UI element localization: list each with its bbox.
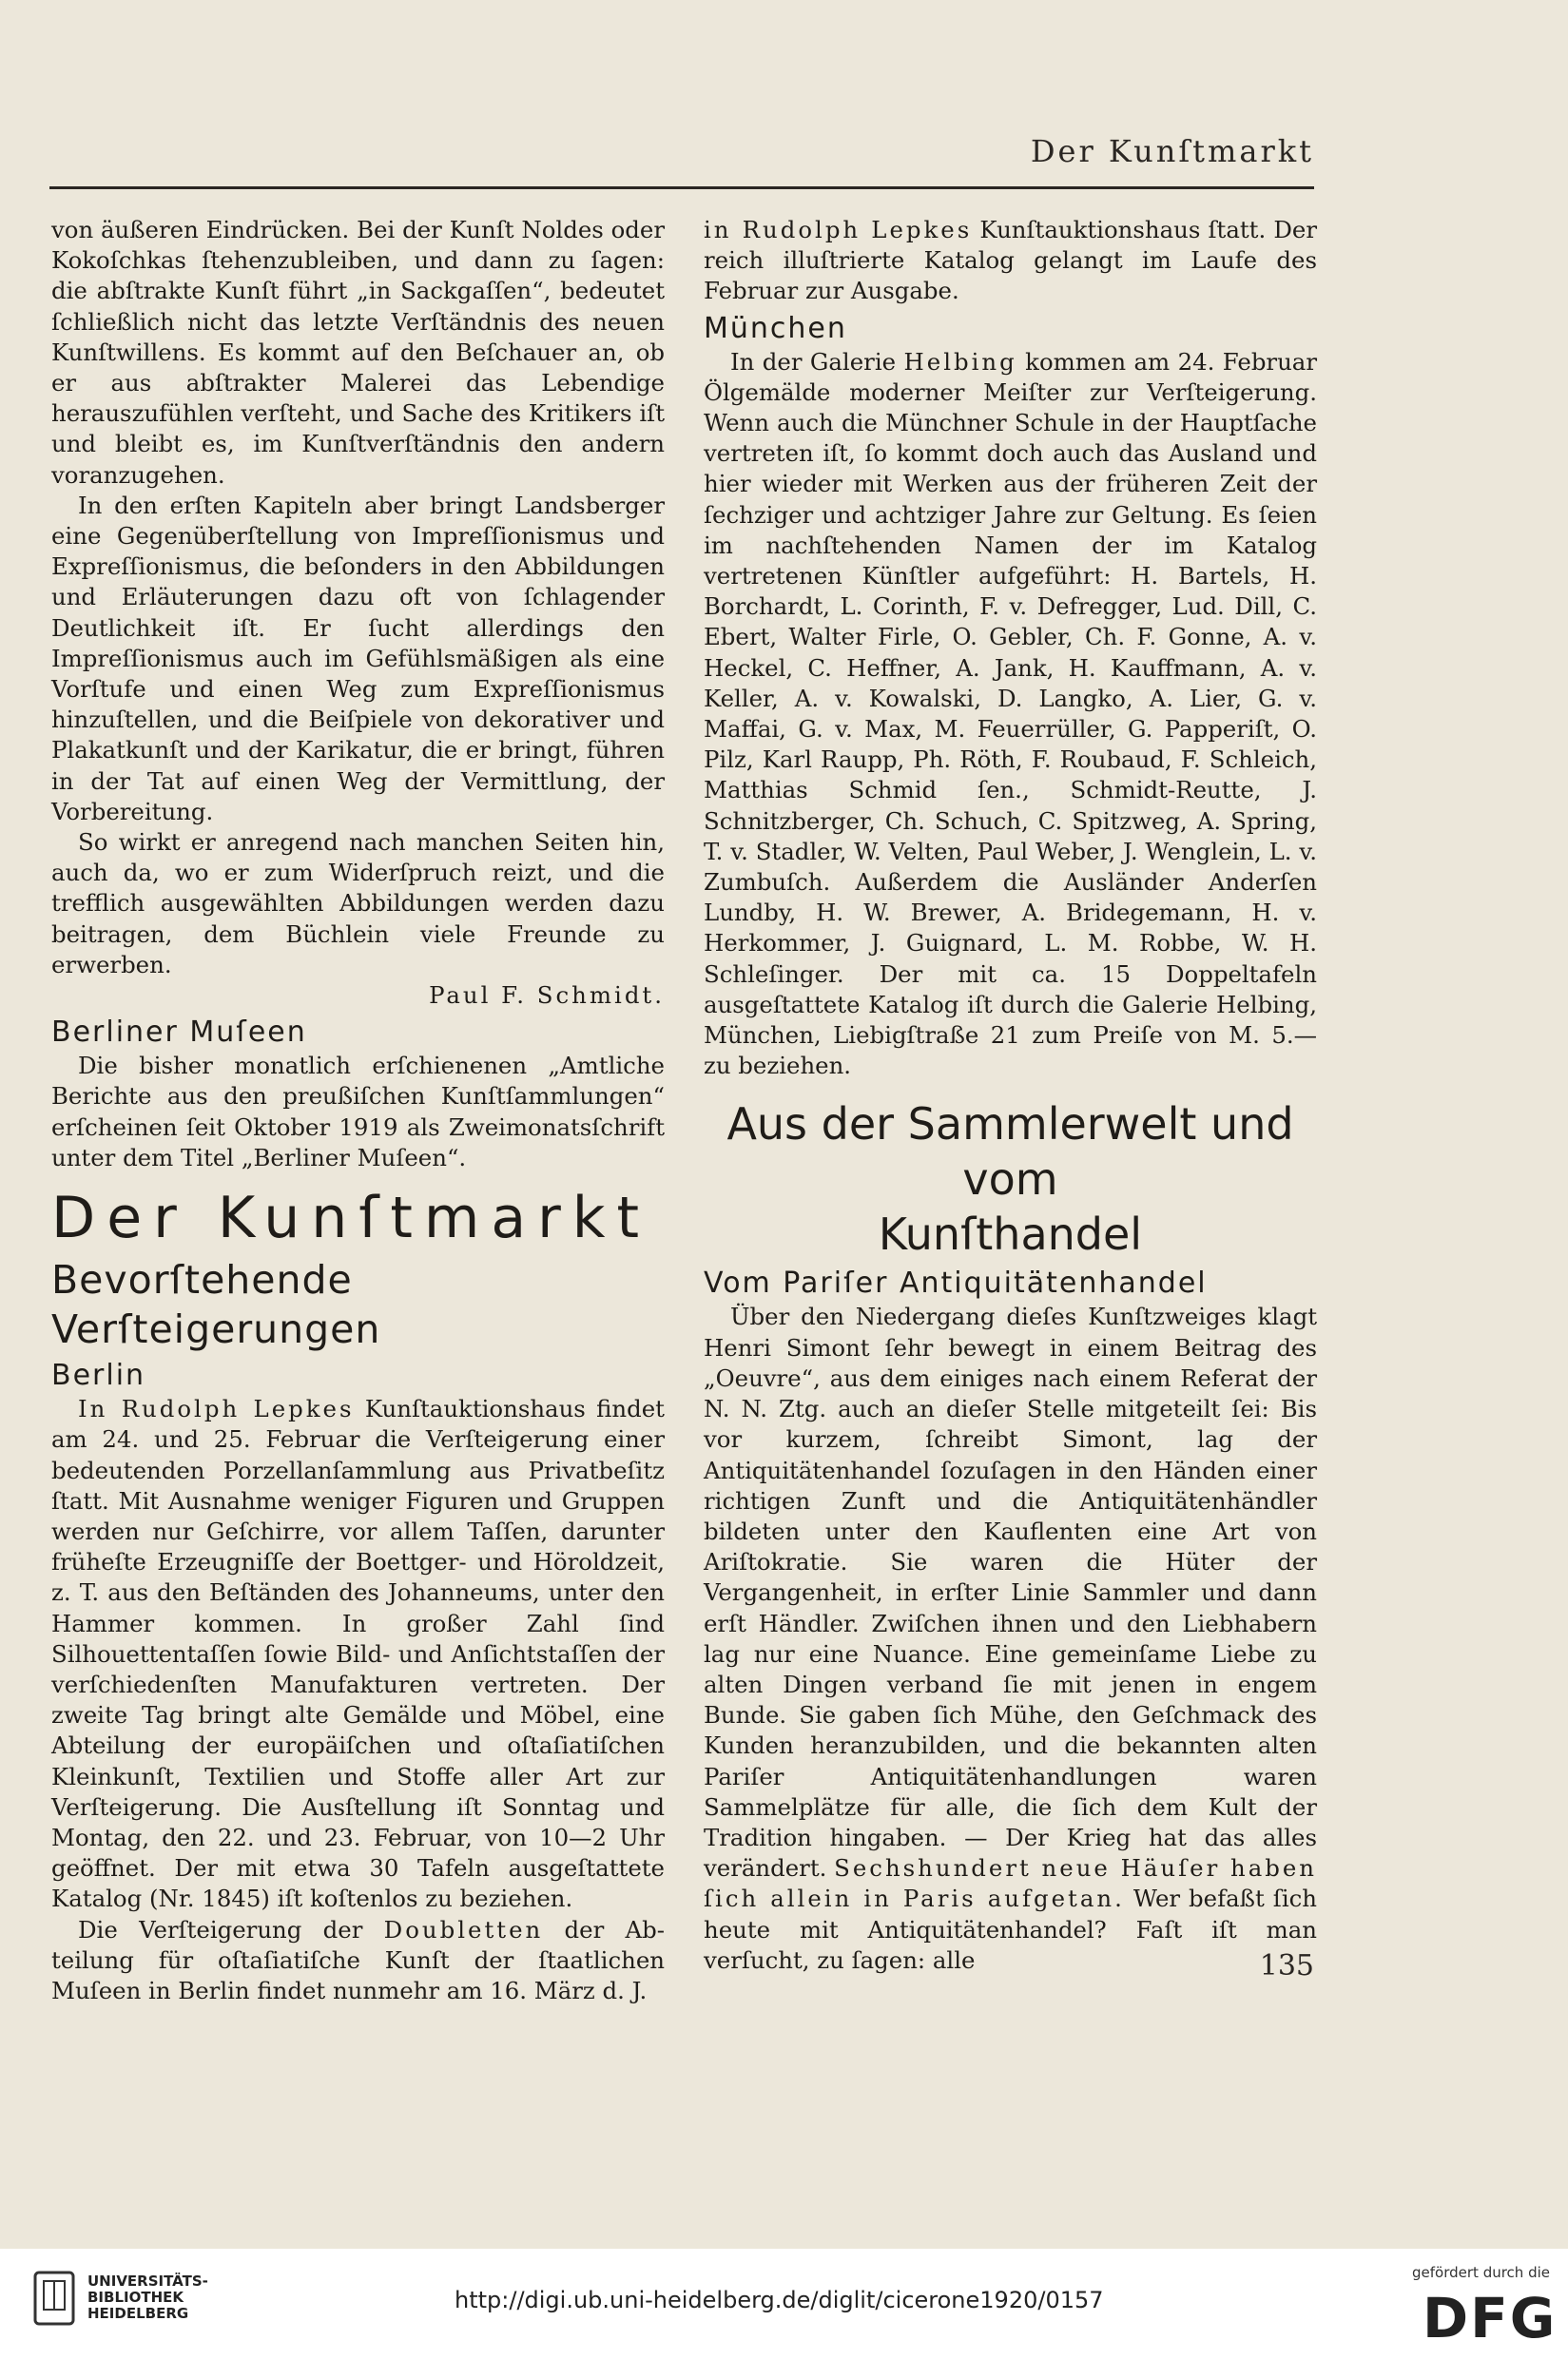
section-title-sammlerwelt: [704, 1096, 1317, 1262]
city-heading-berlin: Berlin: [51, 1359, 146, 1393]
university-line: HEIDELBERG: [87, 2305, 189, 2322]
paragraph-landsberger: In den erſten Kapiteln aber bringt Landsberger eine Gegenüberſtellung von Impreſſionismus und Expreſſionismus, die beſonders in den Abbildungen und Erläuterungen dazu oft von ſchlagender Deutlichkeit iſt. Er ſucht allerdings den Impreſſionismus auch im Gefühlsmäßigen als eine Vorſtufe und einen Weg zum Expreſſionismus hinzuſtellen, und die Beiſpiele von dekorativer und Plakatkunſt und der Karikatur, die er bringt, führen in der Tat auf einen Weg der Vermittlung, der Vorbereitung.: [51, 491, 665, 825]
right-column: [704, 215, 1317, 1976]
running-head: Der Kunſtmarkt: [1030, 133, 1314, 169]
paragraph-muenchen-helbing: [704, 347, 1317, 1082]
paragraph-text: Die Verſteigerung der: [78, 1915, 384, 1944]
paragraph-berliner-museen: Die bisher monatlich erſchienenen „Amtliche Berichte aus den preußiſchen Kunſtſammlungen“ erſcheinen ſeit Oktober 1919 als Zweimonatsſchrift unter dem Titel „Berliner Muſeen“.: [51, 1052, 665, 1171]
digitization-footer: [0, 2249, 1568, 2360]
paragraph-text: Kunſtauktionshaus ſtatt. Der reich illuſtrierte Katalog gelangt im Laufe des Februar zur Ausgabe.: [704, 216, 1318, 305]
spaced-text: In Rudolph Lepkes: [78, 1395, 355, 1423]
dfg-logo: DFG: [1423, 2286, 1558, 2350]
header-rule: [49, 186, 1314, 189]
author-signature: Paul F. Schmidt.: [429, 981, 665, 1010]
university-seal-icon: [32, 2270, 76, 2327]
paragraph-continuation: [704, 215, 1317, 307]
paragraph-paris: [704, 1302, 1317, 1975]
funding-caption: gefördert durch die: [1412, 2264, 1550, 2281]
subsection-title-pariser-handel: Vom Pariſer Antiquitätenhandel: [704, 1267, 1208, 1301]
paragraph-text: Über den Niedergang dieſes Kunſtzweiges klagt Henri Simont ſehr bewegt in einem Beitrag des „Oeuvre“, aus dem einiges nach einem Referat der N. N. Ztg. auch an dieſer Stelle mitgeteilt ſei: Bis vor kurzem, ſchreibt Simont, lag der Antiquitätenhandel ſozuſagen in den Händen einer richtigen Zunft und die Antiquitätenhändler bildeten unter den Kauflenten eine Art von Ariſtokratie. Sie waren die Hüter der Vergangenheit, in erſter Linie Sammler und dann erſt Händler. Zwiſchen ihnen und den Liebhabern lag nur eine Nuance. Eine gemeinſame Liebe zu alten Dingen verband ſie mit jenen in engem Bunde. Sie gaben ſich Mühe, den Geſchmack des Kunden heranzubilden, und die bekannten alten Pariſer Antiquitätenhandlungen waren Sammelplätze für alle, die ſich dem Kult der Tradition hingaben. — Der Krieg hat das alles verändert.: [704, 1303, 1317, 1883]
paragraph-intro: von äußeren Eindrücken. Bei der Kunſt Noldes oder Kokoſchkas ſtehenzubleiben, und dann zu ſagen: die abſtrakte Kunſt führt „in Sackgaſſen“, bedeutet ſchließlich nicht das letzte Verſtändnis des neuen Kunſtwillens. Es kommt auf den Beſchauer an, ob er aus abſtrakter Malerei das Lebendige herauszufühlen verſteht, und Sache des Kritikers iſt und bleibt es, im Kunſtverſtändnis den andern voranzugehen.: [51, 216, 665, 489]
paragraph-text: kommen am 24. Februar Ölgemälde moderner Meiſter zur Verſteigerung. Wenn auch die Münchner Schule in der Hauptſache vertreten iſt, ſo kommt doch auch das Ausland und hier wieder mit Werken aus der früheren Zeit der ſechziger und achtziger Jahre zur Geltung. Es ſeien im nachſtehenden Namen der im Katalog vertretenen Künſtler aufgeführt: H. Bartels, H. Borchardt, L. Corinth, F. v. Defregger, Lud. Dill, C. Ebert, Walter Firle, O. Gebler, Ch. F. Gonne, A. v. Heckel, C. Heffner, A. Jank, H. Kauffmann, A. v. Keller, A. v. Kowalski, D. Langko, A. Lier, G. v. Maffai, G. v. Max, M. Feuerrüller, G. Papperiſt, O. Pilz, Karl Raupp, Ph. Röth, F. Roubaud, F. Schleich, Matthias Schmid ſen., Schmidt-Reutte, J. Schnitzberger, Ch. Schuch, C. Spitzweg, A. Spring, T. v. Stadler, W. Velten, Paul Weber, J. Wenglein, L. v. Zumbuſch. Außerdem die Ausländer Anderſen Lundby, H. W. Brewer, A. Bridegemann, H. v. Herkommer, J. Guignard, L. M. Robbe, W. H. Schleſinger. Der mit ca. 15 Doppeltafeln ausgeſtattete Katalog iſt durch die Galerie Helbing, München, Liebigſtraße 21 zum Preiſe von M. 5.— zu beziehen.: [704, 347, 1317, 1080]
spaced-text: Helbing: [903, 347, 1017, 376]
permalink[interactable]: http://digi.ub.uni-heidelberg.de/diglit/cicerone1920/0157: [455, 2287, 1104, 2313]
paragraph-conclusion: So wirkt er anregend nach manchen Seiten hin, auch da, wo er zum Widerſpruch reizt, und die trefflich ausgewählten Abbildungen werden dazu beitragen, dem Büchlein viele Freunde zu erwerben.: [51, 828, 665, 978]
spaced-text: in Rudolph Lepkes: [704, 216, 973, 243]
left-column: [51, 215, 665, 2006]
paragraph-text: Wer befaßt ſich heute mit Antiquitätenhandel? Faſt iſt man verſucht, zu ſagen: alle: [704, 1885, 1317, 1974]
spaced-text: Sechshundert neue Häuſer haben ſich allein in Paris aufgetan.: [704, 1854, 1317, 1913]
page-number: 135: [1259, 1949, 1314, 1983]
paragraph-text: der Abteilung für oſtaſiatiſche Kunſt der ſtaatlichen Muſeen in Berlin findet nunmehr am 16. März d. J.: [51, 1915, 665, 2004]
university-line: UNIVERSITÄTS-: [87, 2273, 208, 2290]
university-library-name: [87, 2273, 208, 2322]
paragraph-berlin-lepke: [51, 1394, 665, 1914]
paragraph-berlin-doubletten: [51, 1915, 665, 2007]
paragraph-text: Kunſtauktionshaus findet am 24. und 25. Februar die Verſteigerung einer bedeutenden Porzellanſammlung aus Privatbeſitz ſtatt. Mit Ausnahme weniger Figuren und Gruppen werden nur Geſchirre, vor allem Taſſen, darunter früheſte Erzeugniſſe der Boettger- und Höroldzeit, z. T. aus den Beſtänden des Johanneums, unter den Hammer kommen. In großer Zahl ſind Silhouettentaſſen ſowie Bild- und Anſichtstaſſen der verſchiedenſten Manufakturen vertreten. Der zweite Tag bringt alte Gemälde und Möbel, eine Abteilung der europäiſchen und oſtaſiatiſchen Kleinkunſt, Textilien und Stoffe aller Art zur Verſteigerung. Die Ausſtellung iſt Sonntag und Montag, den 22. und 23. Februar, von 10—2 Uhr geöffnet. Der mit etwa 30 Tafeln ausgeſtattete Katalog (Nr. 1845) iſt koſtenlos zu beziehen.: [51, 1395, 665, 1913]
university-line: BIBLIOTHEK: [87, 2289, 184, 2306]
paragraph-text: In der Galerie: [730, 347, 904, 376]
section-title-line: Kunſthandel: [878, 1209, 1143, 1261]
heading-berliner-museen: Berliner Muſeen: [51, 1016, 307, 1050]
subsection-title-versteigerungen: Bevorſtehende Verſteigerungen: [51, 1257, 381, 1353]
section-title-line: Aus der Sammlerwelt und vom: [726, 1098, 1294, 1206]
city-heading-muenchen: München: [704, 311, 847, 345]
section-title-kunstmarkt: Der Kunſtmarkt: [51, 1185, 651, 1252]
spaced-text: Doubletten: [383, 1915, 544, 1944]
